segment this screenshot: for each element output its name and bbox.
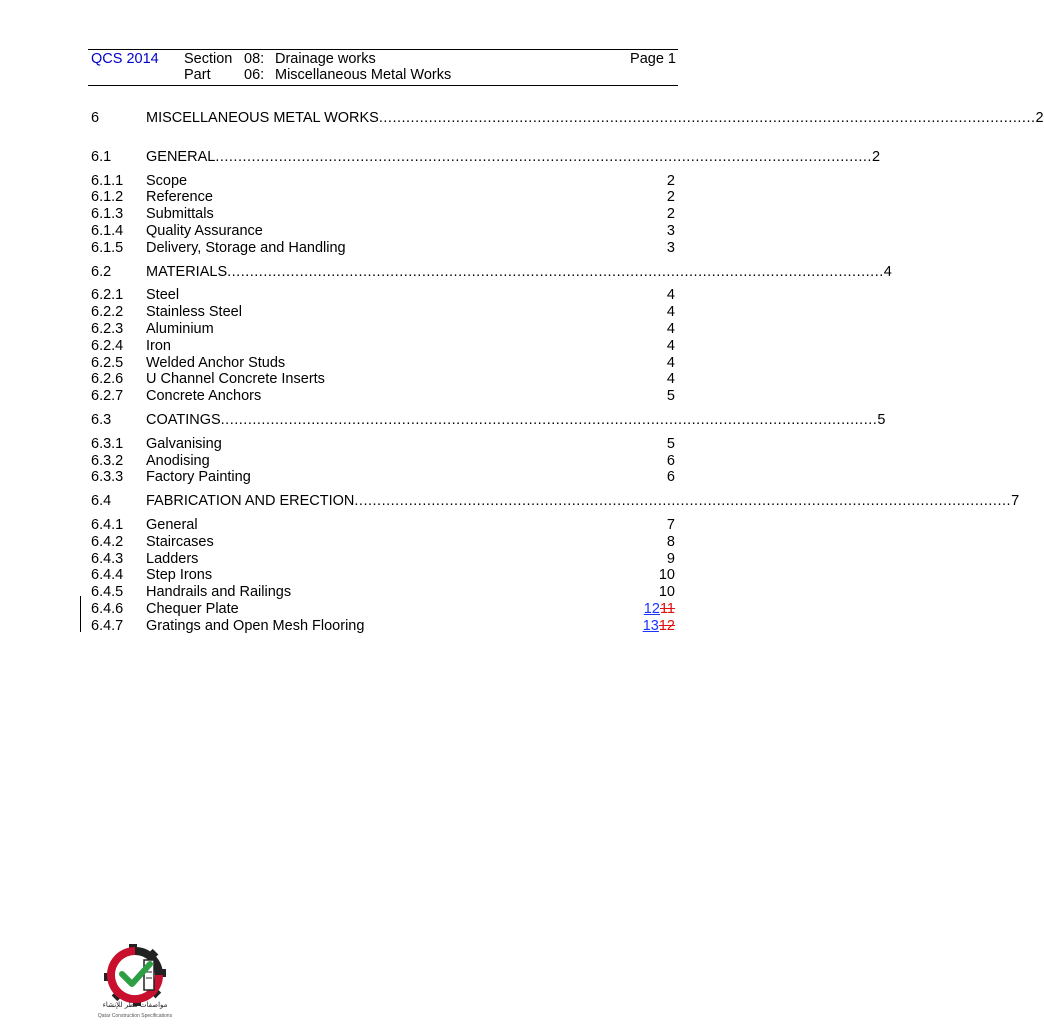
toc-page: 10 [658, 567, 675, 584]
logo-caption-arabic: مواصفات قطر للإنشاء [102, 1001, 168, 1009]
toc-page: 7 [1011, 493, 1020, 510]
qcs-logo [92, 940, 178, 1024]
toc-number: 6.1 [91, 148, 112, 165]
toc-page: 2 [666, 206, 675, 223]
deleted-page-number: 11 [659, 600, 675, 617]
header-section-label: Section [184, 51, 233, 67]
toc-title: Handrails and Railings [146, 584, 292, 601]
toc-title: Scope [146, 172, 188, 189]
inserted-page-number: 12 [643, 600, 660, 617]
toc-subsection-entry[interactable] [91, 189, 675, 206]
toc-title: Delivery, Storage and Handling [146, 239, 346, 256]
toc-subsection-entry[interactable] [91, 206, 675, 223]
toc-number: 6.1.2 [91, 189, 124, 206]
deleted-page-number: 12 [658, 617, 675, 634]
toc-page: 2 [666, 172, 675, 189]
toc-subsection-entry[interactable] [91, 338, 675, 355]
toc-page: 2 [871, 148, 881, 165]
toc-section-entry[interactable] [91, 493, 1020, 510]
toc-chapter-entry[interactable] [91, 110, 1044, 127]
toc-number: 6.1.4 [91, 222, 124, 239]
header-top-rule [88, 49, 678, 50]
toc-title: General [146, 516, 198, 533]
toc-subsection-entry[interactable] [91, 223, 675, 240]
toc-number: 6.4.4 [91, 567, 124, 584]
toc-dot-leader: ................................................................................................................................................. [354, 493, 1012, 510]
toc-page: 8 [666, 533, 675, 550]
header-bottom-rule [88, 85, 678, 86]
table-of-contents [91, 110, 1044, 635]
toc-page: 3 [666, 222, 675, 239]
toc-subsection-entry[interactable] [91, 321, 675, 338]
toc-title: Reference [146, 189, 213, 206]
toc-subsection-entry[interactable] [91, 618, 675, 635]
inserted-page-number: 13 [642, 617, 659, 634]
toc-subsection-entry[interactable] [91, 388, 675, 405]
toc-number: 6.1.3 [91, 206, 124, 223]
toc-page-revised [644, 601, 675, 618]
toc-page: 2 [666, 189, 675, 206]
toc-title: GENERAL [146, 148, 216, 165]
toc-subsection-entry[interactable] [91, 371, 675, 388]
toc-subsection-entry[interactable] [91, 173, 675, 190]
toc-number: 6.1.1 [91, 172, 124, 189]
toc-subsection-entry[interactable] [91, 304, 675, 321]
toc-section-entry[interactable] [91, 411, 886, 429]
header-part-label: Part [184, 67, 211, 83]
toc-leader [146, 411, 886, 429]
toc-subsection-entry[interactable] [91, 534, 675, 551]
toc-page: 2 [1035, 110, 1044, 126]
toc-dot-leader: ................................................................................................................................................. [227, 263, 884, 280]
toc-number: 6.4.6 [91, 600, 124, 617]
toc-number: 6.2.3 [91, 320, 124, 337]
header-section-number: 08: [244, 51, 265, 67]
toc-subsection-entry[interactable] [91, 287, 675, 304]
toc-page: 5 [666, 435, 675, 452]
toc-title: U Channel Concrete Inserts [146, 371, 325, 388]
toc-page: 4 [883, 263, 892, 280]
toc-section-entry[interactable] [91, 148, 881, 166]
toc-subsection-entry[interactable] [91, 355, 675, 372]
toc-dot-leader: ................................................................................................................................................. [378, 110, 1036, 126]
toc-subsection-entry[interactable] [91, 551, 675, 568]
toc-number: 6.2.6 [91, 371, 124, 388]
toc-subsection-entry[interactable] [91, 601, 675, 618]
toc-title: Welded Anchor Studs [146, 354, 286, 371]
toc-page: 3 [666, 239, 675, 256]
toc-title: Ladders [146, 550, 199, 567]
toc-subsection-entry[interactable] [91, 469, 675, 486]
toc-title: Galvanising [146, 435, 222, 452]
header-part-number: 06: [244, 67, 265, 83]
header-part-name: Miscellaneous Metal Works [275, 67, 452, 83]
toc-page: 4 [666, 337, 675, 354]
toc-page: 5 [877, 411, 886, 428]
toc-page: 4 [666, 320, 675, 337]
toc-number: 6.2.1 [91, 287, 124, 304]
toc-section-entry[interactable] [91, 263, 892, 281]
toc-number: 6.3.3 [91, 469, 124, 486]
toc-number: 6.2.7 [91, 388, 124, 405]
toc-number: 6.2.4 [91, 337, 124, 354]
toc-number: 6.4 [91, 493, 112, 510]
toc-number: 6.1.5 [91, 239, 124, 256]
toc-leader [146, 263, 892, 281]
toc-subsection-entry[interactable] [91, 436, 675, 453]
toc-title: Steel [146, 287, 180, 304]
toc-title: Stainless Steel [146, 304, 242, 321]
toc-subsection-entry[interactable] [91, 517, 675, 534]
toc-subsection-entry[interactable] [91, 584, 675, 601]
toc-number: 6.4.3 [91, 550, 124, 567]
toc-page: 4 [666, 354, 675, 371]
toc-leader [146, 110, 1044, 127]
toc-title: MATERIALS [146, 263, 228, 280]
toc-title: FABRICATION AND ERECTION [146, 493, 355, 510]
toc-page: 4 [666, 304, 675, 321]
toc-leader [146, 493, 1020, 510]
toc-title: COATINGS [146, 411, 221, 428]
toc-number: 6 [91, 110, 100, 126]
toc-title: Factory Painting [146, 469, 251, 486]
toc-page: 7 [666, 516, 675, 533]
toc-number: 6.3 [91, 411, 112, 428]
toc-number: 6.4.1 [91, 516, 124, 533]
toc-page: 9 [666, 550, 675, 567]
header-doc-code: QCS 2014 [91, 51, 159, 67]
toc-number: 6.4.5 [91, 584, 124, 601]
toc-title: Iron [146, 337, 171, 354]
toc-page: 6 [666, 469, 675, 486]
toc-number: 6.4.2 [91, 533, 124, 550]
toc-page: 4 [666, 371, 675, 388]
toc-title: Chequer Plate [146, 600, 239, 617]
toc-leader [146, 148, 881, 166]
toc-number: 6.2.2 [91, 304, 124, 321]
toc-subsection-entry[interactable] [91, 240, 675, 257]
toc-page: 10 [658, 584, 675, 601]
toc-dot-leader: ................................................................................................................................................. [220, 411, 878, 428]
toc-title: Submittals [146, 206, 214, 223]
toc-number: 6.4.7 [91, 617, 124, 634]
logo-caption-english: Qatar Construction Specifications [97, 1013, 173, 1019]
header-section-name: Drainage works [275, 51, 376, 67]
toc-title: Concrete Anchors [146, 388, 262, 405]
toc-subsection-entry[interactable] [91, 453, 675, 470]
toc-title: MISCELLANEOUS METAL WORKS [146, 110, 379, 126]
toc-number: 6.2 [91, 263, 112, 280]
toc-title: Step Irons [146, 567, 213, 584]
qcs-gear-check-logo-icon [92, 940, 178, 1024]
toc-page: 4 [666, 287, 675, 304]
toc-number: 6.3.1 [91, 435, 124, 452]
toc-dot-leader: ................................................................................................................................................. [215, 148, 872, 165]
toc-number: 6.3.2 [91, 452, 124, 469]
toc-title: Staircases [146, 533, 214, 550]
toc-page-revised [643, 618, 675, 635]
revision-change-bar [80, 612, 81, 632]
toc-page: 5 [666, 388, 675, 405]
toc-title: Aluminium [146, 320, 214, 337]
toc-page: 6 [666, 452, 675, 469]
toc-subsection-entry[interactable] [91, 567, 675, 584]
toc-title: Anodising [146, 452, 210, 469]
toc-title: Gratings and Open Mesh Flooring [146, 617, 365, 634]
header-page-number: Page 1 [630, 51, 676, 67]
toc-number: 6.2.5 [91, 354, 124, 371]
toc-title: Quality Assurance [146, 222, 263, 239]
